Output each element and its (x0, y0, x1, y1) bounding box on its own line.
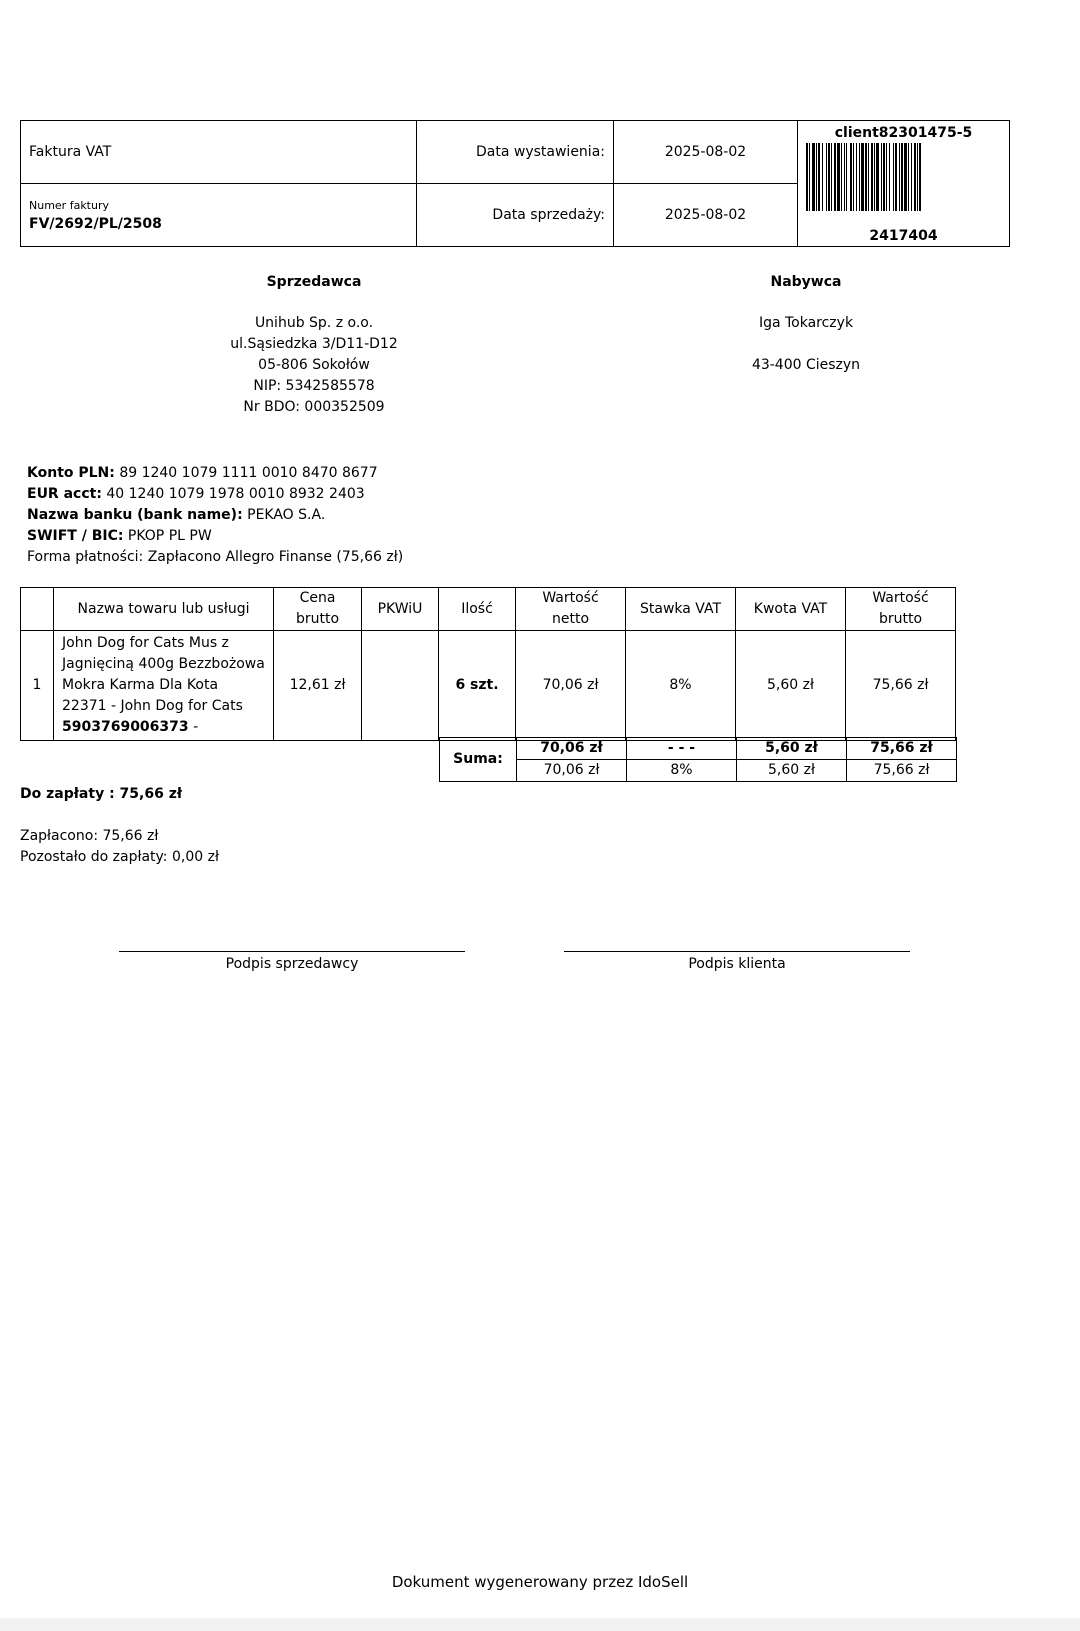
sale-date: 2025-08-02 (614, 184, 798, 247)
header-net-value: Wartość netto (516, 588, 626, 631)
header-name: Nazwa towaru lub usługi (54, 588, 274, 631)
client-signature-label: Podpis klienta (688, 956, 786, 972)
buyer-block (656, 272, 956, 376)
bank-eur-row: EUR acct: 40 1240 1079 1978 0010 8932 2403 (27, 486, 365, 502)
issue-date: 2025-08-02 (614, 121, 798, 184)
row-vat-rate: 8% (626, 631, 736, 741)
buyer-title: Nabywca (770, 274, 842, 290)
summary-table (439, 737, 957, 782)
barcode-client-id: client82301475-5 (834, 125, 973, 141)
header-vat-amount: Kwota VAT (736, 588, 846, 631)
row-net-value: 70,06 zł (516, 631, 626, 741)
seller-signature-line (119, 951, 465, 952)
payment-method: Forma płatności: Zapłacono Allegro Finanse (75,66 zł) (27, 549, 404, 565)
seller-bdo: Nr BDO: 000352509 (243, 399, 385, 415)
row-gross-price: 12,61 zł (274, 631, 362, 741)
seller-block (164, 272, 464, 418)
summary-total-net: 70,06 zł (517, 738, 627, 760)
seller-signature-label: Podpis sprzedawcy (225, 956, 359, 972)
amount-to-pay: Do zapłaty : 75,66 zł (20, 786, 183, 802)
seller-name: Unihub Sp. z o.o. (254, 315, 374, 331)
seller-city: 05-806 Sokołów (258, 357, 370, 373)
row-qty: 6 szt. (439, 631, 516, 741)
amount-paid: Zapłacono: 75,66 zł (20, 828, 159, 844)
seller-title: Sprzedawca (266, 274, 362, 290)
summary-total-vat: 5,60 zł (737, 738, 847, 760)
invoice-number-label: Numer faktury (29, 198, 110, 212)
barcode-block (798, 121, 1010, 247)
row-product-name: John Dog for Cats Mus z Jagnięciną 400g Bezzbożowa Mokra Karma Dla Kota 22371 - John Dog for Cats (62, 635, 265, 714)
buyer-city: 43-400 Cieszyn (751, 357, 861, 373)
bank-info (27, 463, 403, 568)
table-row (21, 631, 956, 741)
barcode-icon (804, 143, 1004, 211)
row-name-cell: John Dog for Cats Mus z Jagnięciną 400g Bezzbożowa Mokra Karma Dla Kota 22371 - John Dog for Cats 5903769006373 - (54, 631, 274, 741)
amount-remaining: Pozostało do zapłaty: 0,00 zł (20, 849, 219, 865)
seller-nip: NIP: 5342585578 (253, 378, 375, 394)
header-pkwiu: PKWiU (362, 588, 439, 631)
row-ean: 5903769006373 (62, 719, 189, 735)
header-gross-price: Cena brutto (274, 588, 362, 631)
row-lp: 1 (21, 631, 54, 741)
summary-total-rate: - - - (627, 738, 737, 760)
sale-date-label: Data sprzedaży: (417, 184, 614, 247)
bank-pln-row: Konto PLN: 89 1240 1079 1111 0010 8470 8677 (27, 465, 378, 481)
row-pkwiu (362, 631, 439, 741)
invoice-header-table (20, 120, 1010, 247)
issue-date-label: Data wystawienia: (417, 121, 614, 184)
summary-rate-net: 70,06 zł (517, 760, 627, 782)
items-table (20, 587, 956, 741)
summary-total-row (440, 738, 957, 760)
header-lp (21, 588, 54, 631)
document-type: Faktura VAT (21, 121, 417, 184)
summary-label: Suma: (440, 738, 517, 782)
summary-total-gross: 75,66 zł (847, 738, 957, 760)
seller-street: ul.Sąsiedzka 3/D11-D12 (230, 336, 398, 352)
header-vat-rate: Stawka VAT (626, 588, 736, 631)
buyer-name: Iga Tokarczyk (758, 315, 854, 331)
header-qty: Ilość (439, 588, 516, 631)
summary-rate-rate: 8% (627, 760, 737, 782)
header-gross-value: Wartość brutto (846, 588, 956, 631)
summary-rate-vat: 5,60 zł (737, 760, 847, 782)
items-header-row (21, 588, 956, 631)
row-gross-value: 75,66 zł (846, 631, 956, 741)
bank-name-row: Nazwa banku (bank name): PEKAO S.A. (27, 507, 326, 523)
client-signature-line (564, 951, 910, 952)
invoice-number: FV/2692/PL/2508 (29, 215, 162, 232)
invoice-number-cell (21, 184, 417, 247)
summary-rate-row (440, 760, 957, 782)
summary-rate-gross: 75,66 zł (847, 760, 957, 782)
page-bottom-strip (0, 1618, 1080, 1631)
bank-swift-row: SWIFT / BIC: PKOP PL PW (27, 528, 212, 544)
footer-generated-by: Dokument wygenerowany przez IdoSell (391, 1573, 689, 1591)
row-vat-amount: 5,60 zł (736, 631, 846, 741)
barcode-number: 2417404 (869, 228, 938, 244)
